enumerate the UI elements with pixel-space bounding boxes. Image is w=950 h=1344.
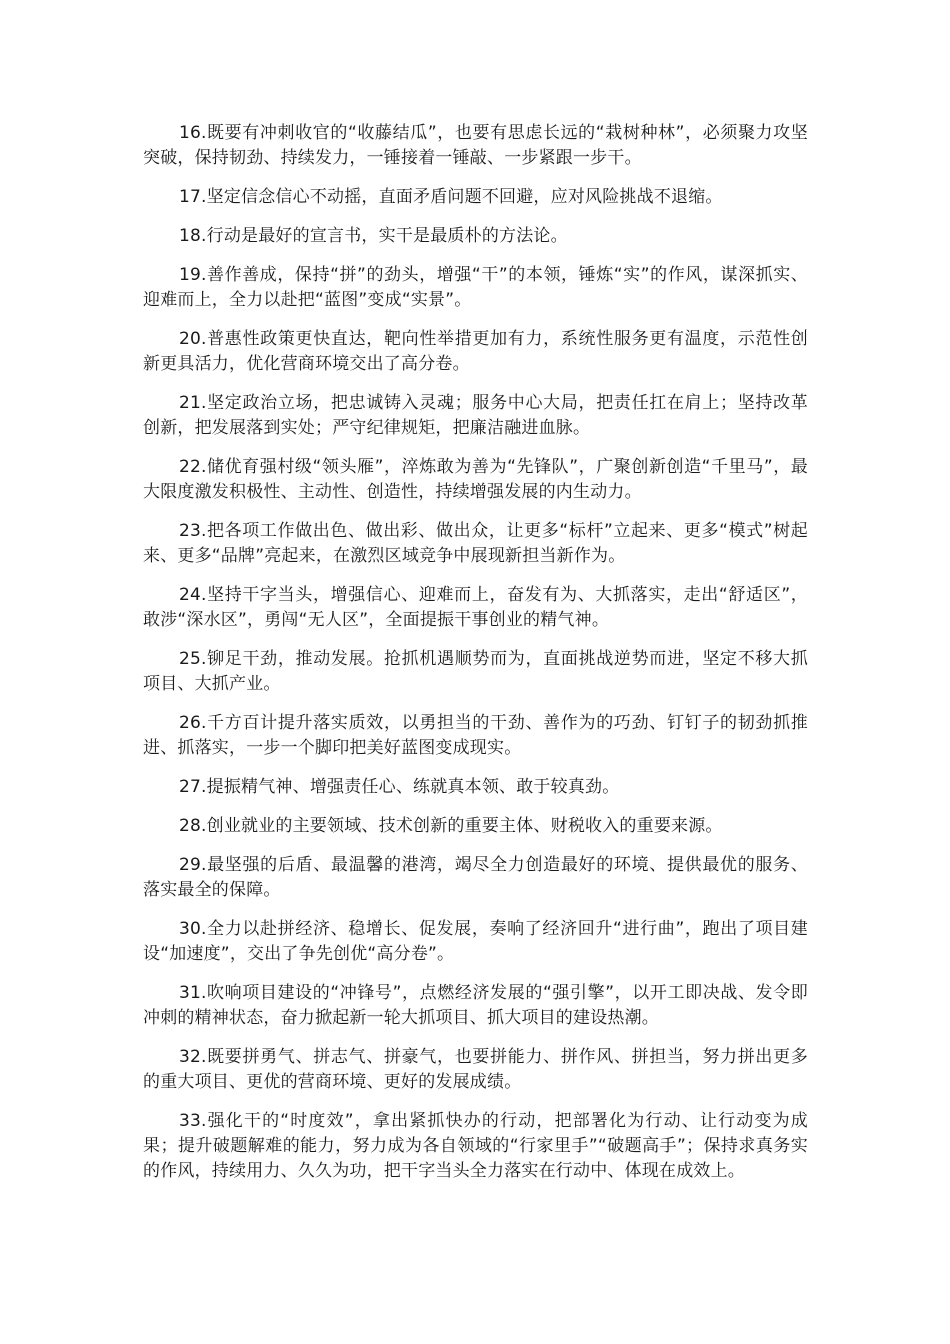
paragraph-19: 19.善作善成，保持“拼”的劲头，增强“干”的本领，锤炼“实”的作风，谋深抓实、迎难而上，全力以赴把“蓝图”变成“实景”。 xyxy=(143,265,808,310)
paragraph-28: 28.创业就业的主要领域、技术创新的重要主体、财税收入的重要来源。 xyxy=(179,816,723,836)
paragraph-18: 18.行动是最好的宣言书，实干是最质朴的方法论。 xyxy=(179,226,568,246)
paragraph-16: 16.既要有冲刺收官的“收藤结瓜”，也要有思虑长远的“栽树种林”，必须聚力攻坚突破，保持韧劲、持续发力，一锤接着一锤敲、一步紧跟一步干。 xyxy=(143,123,808,168)
paragraph-25: 25.铆足干劲，推动发展。抢抓机遇顺势而为，直面挑战逆势而进，坚定不移大抓项目、大抓产业。 xyxy=(143,649,808,694)
paragraph-24: 24.坚持干字当头，增强信心、迎难而上，奋发有为、大抓落实，走出“舒适区”，敢涉“深水区”，勇闯“无人区”，全面提振干事创业的精气神。 xyxy=(143,585,808,630)
paragraph-31: 31.吹响项目建设的“冲锋号”，点燃经济发展的“强引擎”，以开工即决战、发令即冲刺的精神状态，奋力掀起新一轮大抓项目、抓大项目的建设热潮。 xyxy=(143,983,808,1028)
paragraph-21: 21.坚定政治立场，把忠诚铸入灵魂；服务中心大局，把责任扛在肩上；坚持改革创新，把发展落到实处；严守纪律规矩，把廉洁融进血脉。 xyxy=(143,393,808,438)
paragraph-32: 32.既要拼勇气、拼志气、拼豪气，也要拼能力、拼作风、拼担当，努力拼出更多的重大项目、更优的营商环境、更好的发展成绩。 xyxy=(143,1047,808,1092)
paragraph-22: 22.储优育强村级“领头雁”，淬炼敢为善为“先锋队”，广聚创新创造“千里马”，最大限度激发积极性、主动性、创造性，持续增强发展的内生动力。 xyxy=(143,457,808,502)
paragraph-20: 20.普惠性政策更快直达，靶向性举措更加有力，系统性服务更有温度，示范性创新更具活力，优化营商环境交出了高分卷。 xyxy=(143,329,808,374)
paragraph-26: 26.千方百计提升落实质效，以勇担当的干劲、善作为的巧劲、钉钉子的韧劲抓推进、抓落实，一步一个脚印把美好蓝图变成现实。 xyxy=(143,713,808,758)
paragraph-30: 30.全力以赴拼经济、稳增长、促发展，奏响了经济回升“进行曲”，跑出了项目建设“加速度”，交出了争先创优“高分卷”。 xyxy=(143,919,808,964)
document-page xyxy=(143,121,808,1198)
paragraph-27: 27.提振精气神、增强责任心、练就真本领、敢于较真劲。 xyxy=(179,777,620,797)
paragraph-29: 29.最坚强的后盾、最温馨的港湾，竭尽全力创造最好的环境、提供最优的服务、落实最全的保障。 xyxy=(143,855,808,900)
paragraph-23: 23.把各项工作做出色、做出彩、做出众，让更多“标杆”立起来、更多“模式”树起来、更多“品牌”亮起来，在激烈区域竞争中展现新担当新作为。 xyxy=(143,521,808,566)
paragraph-33: 33.强化干的“时度效”，拿出紧抓快办的行动，把部署化为行动、让行动变为成果；提升破题解难的能力，努力成为各自领域的“行家里手”“破题高手”；保持求真务实的作风，持续用力、久久为功，把干字当头全力落实在行动中、体现在成效上。 xyxy=(143,1111,808,1181)
paragraph-17: 17.坚定信念信心不动摇，直面矛盾问题不回避，应对风险挑战不退缩。 xyxy=(179,187,723,207)
